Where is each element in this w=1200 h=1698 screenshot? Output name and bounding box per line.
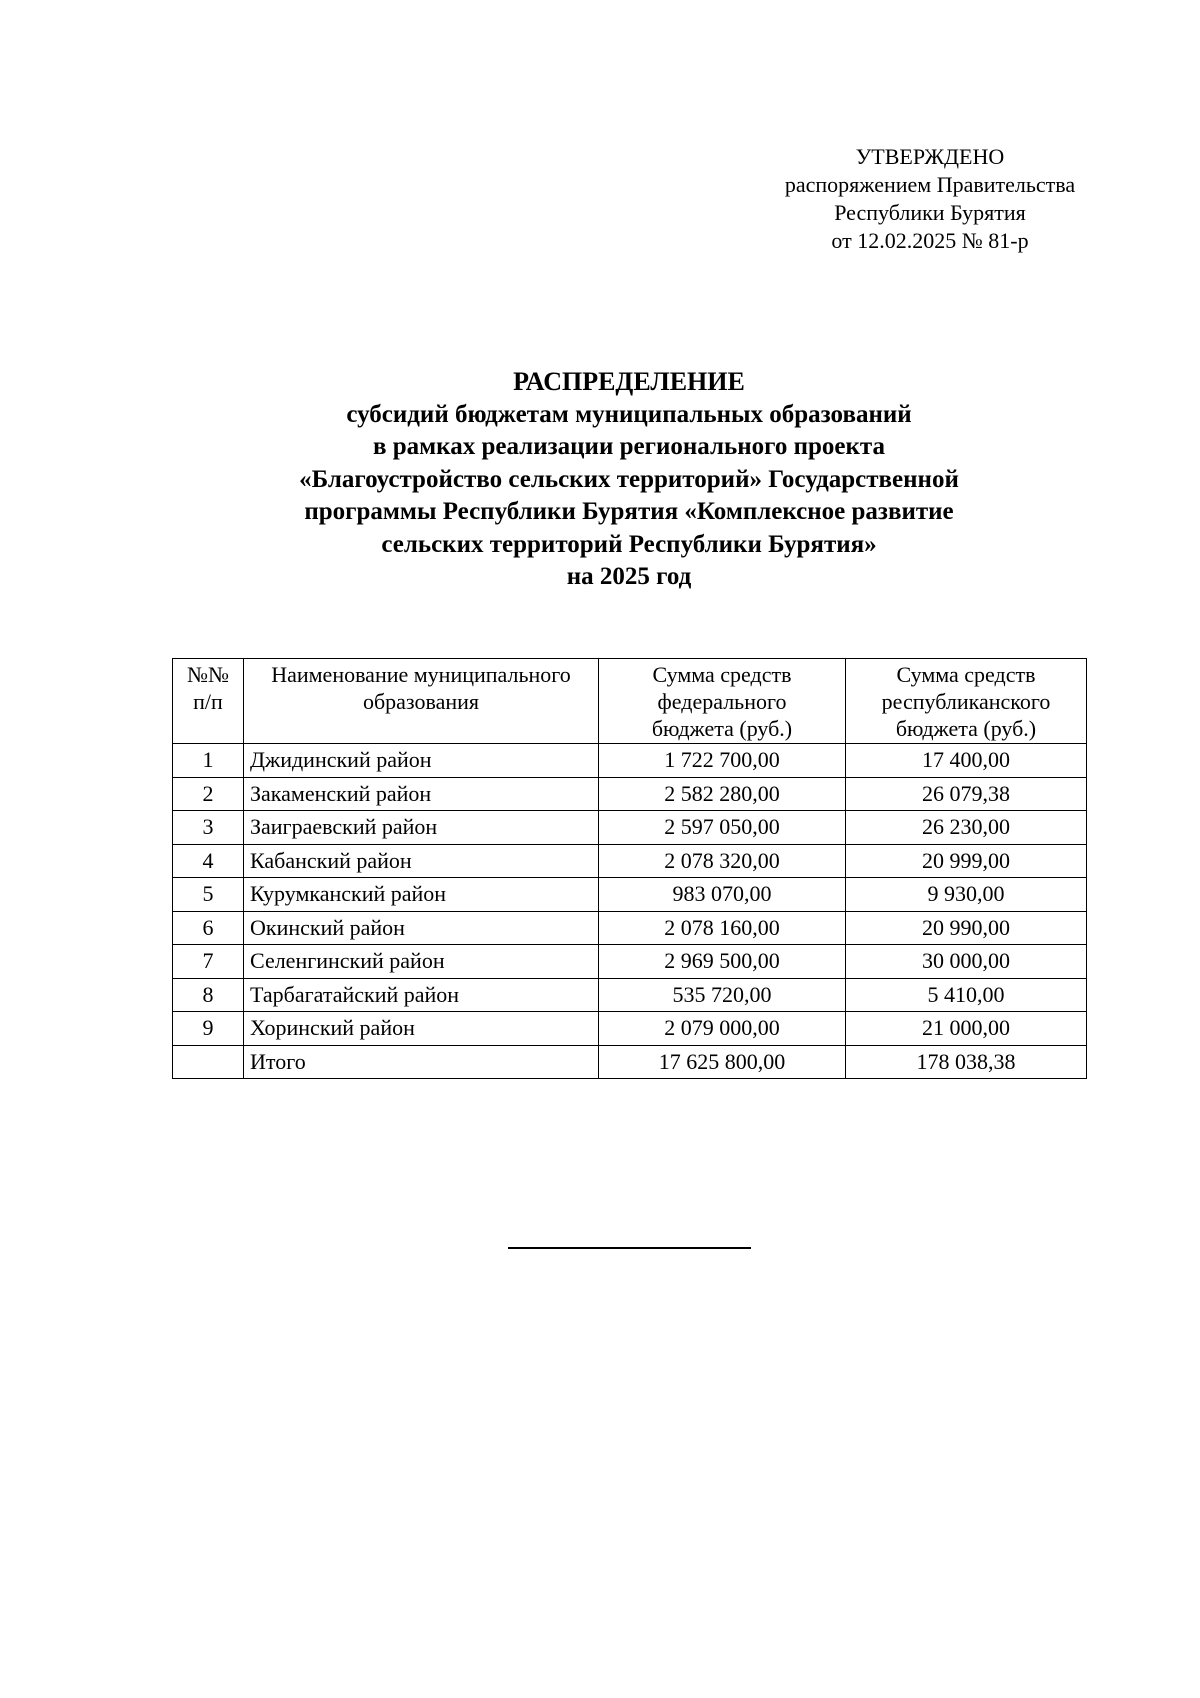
closing-divider xyxy=(508,1247,751,1249)
approval-heading: УТВЕРЖДЕНО xyxy=(855,144,1005,169)
title-line: на 2025 год xyxy=(566,563,692,590)
title-line: субсидий бюджетам муниципальных образований xyxy=(346,400,912,428)
federal-amount: 535 720,00 xyxy=(599,978,846,1012)
row-number: 2 xyxy=(173,777,244,811)
table-total-row xyxy=(173,1045,1087,1079)
municipality-name: Окинский район xyxy=(244,911,599,945)
table-header-row xyxy=(173,659,1087,744)
header-number: №№ п/п xyxy=(173,659,244,744)
table-row xyxy=(173,744,1087,778)
table-row xyxy=(173,878,1087,912)
header-republic-budget: Сумма средств республиканского бюджета (руб.) xyxy=(846,659,1087,744)
title-line: «Благоустройство сельских территорий» Государственной xyxy=(299,465,959,493)
total-republic-amount: 178 038,38 xyxy=(846,1045,1087,1079)
federal-amount: 2 079 000,00 xyxy=(599,1012,846,1046)
approval-republic: Республики Бурятия xyxy=(834,200,1026,225)
total-label: Итого xyxy=(244,1045,599,1079)
municipality-name: Селенгинский район xyxy=(244,945,599,979)
republic-amount: 9 930,00 xyxy=(846,878,1087,912)
municipality-name: Тарбагатайский район xyxy=(244,978,599,1012)
municipality-name: Курумканский район xyxy=(244,878,599,912)
row-number: 3 xyxy=(173,811,244,845)
table-row xyxy=(173,911,1087,945)
republic-amount: 26 079,38 xyxy=(846,777,1087,811)
republic-amount: 20 999,00 xyxy=(846,844,1087,878)
row-number: 9 xyxy=(173,1012,244,1046)
row-number: 4 xyxy=(173,844,244,878)
title-line: в рамках реализации регионального проекта xyxy=(372,433,886,460)
federal-amount: 2 969 500,00 xyxy=(599,945,846,979)
table-row xyxy=(173,811,1087,845)
federal-amount: 2 597 050,00 xyxy=(599,811,846,845)
municipality-name: Хоринский район xyxy=(244,1012,599,1046)
federal-amount: 2 078 160,00 xyxy=(599,911,846,945)
republic-amount: 26 230,00 xyxy=(846,811,1087,845)
table-row xyxy=(173,844,1087,878)
total-number xyxy=(173,1045,244,1079)
federal-amount: 2 582 280,00 xyxy=(599,777,846,811)
table-row xyxy=(173,945,1087,979)
title-line: программы Республики Бурятия «Комплексное развитие xyxy=(304,498,954,525)
row-number: 1 xyxy=(173,744,244,778)
header-municipality: Наименование муниципального образования xyxy=(244,659,599,744)
republic-amount: 21 000,00 xyxy=(846,1012,1087,1046)
republic-amount: 17 400,00 xyxy=(846,744,1087,778)
document-title xyxy=(150,366,1108,594)
row-number: 5 xyxy=(173,878,244,912)
municipality-name: Закаменский район xyxy=(244,777,599,811)
row-number: 8 xyxy=(173,978,244,1012)
republic-amount: 5 410,00 xyxy=(846,978,1087,1012)
title-line: сельских территорий Республики Бурятия» xyxy=(381,530,877,558)
total-federal-amount: 17 625 800,00 xyxy=(599,1045,846,1079)
table-row xyxy=(173,978,1087,1012)
row-number: 6 xyxy=(173,911,244,945)
approval-stamp xyxy=(740,143,1120,255)
row-number: 7 xyxy=(173,945,244,979)
municipality-name: Джидинский район xyxy=(244,744,599,778)
municipality-name: Кабанский район xyxy=(244,844,599,878)
approval-date-number: от 12.02.2025 № 81-р xyxy=(831,228,1029,253)
approval-authority: распоряжением Правительства xyxy=(784,172,1076,197)
municipality-name: Заиграевский район xyxy=(244,811,599,845)
federal-amount: 983 070,00 xyxy=(599,878,846,912)
federal-amount: 1 722 700,00 xyxy=(599,744,846,778)
republic-amount: 20 990,00 xyxy=(846,911,1087,945)
distribution-table xyxy=(172,658,1087,1079)
header-federal-budget: Сумма средств федерального бюджета (руб.) xyxy=(599,659,846,744)
federal-amount: 2 078 320,00 xyxy=(599,844,846,878)
table-row xyxy=(173,1012,1087,1046)
republic-amount: 30 000,00 xyxy=(846,945,1087,979)
table-row xyxy=(173,777,1087,811)
title-heading: РАСПРЕДЕЛЕНИЕ xyxy=(513,367,745,396)
